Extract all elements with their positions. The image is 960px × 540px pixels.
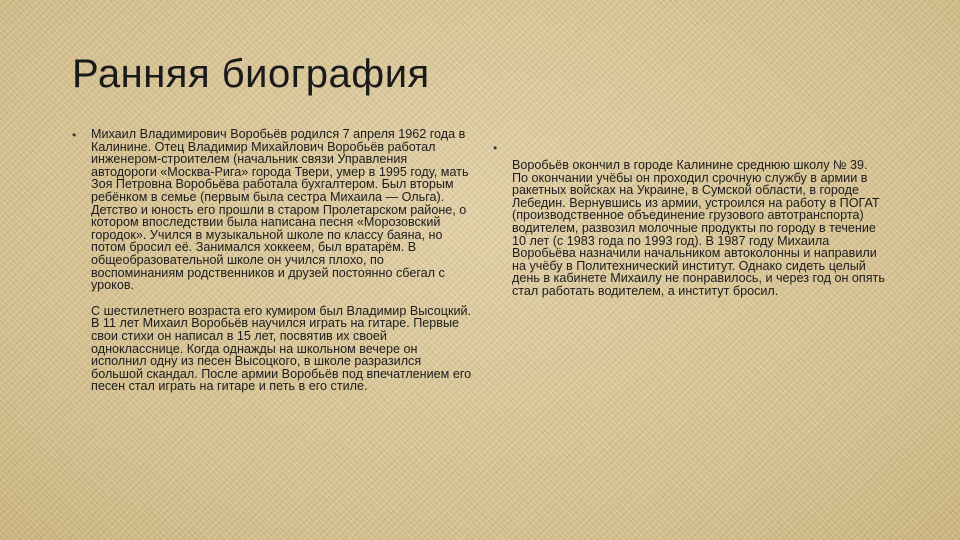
bullet-icon: • bbox=[72, 128, 77, 142]
bullet-icon: • bbox=[493, 141, 498, 155]
bullet-spacer bbox=[493, 128, 885, 159]
slide-title: Ранняя биография bbox=[72, 52, 430, 96]
right-paragraph-1: Воробьёв окончил в городе Калинине среднюю школу № 39. По окончании учёбы он проходил срочную службу в армии в ракетных войсках на Украине, в Сумской области, в городе Лебедин. Вернувшись из армии, устроился на работу в ПОГАТ (производственное объединение грузового автотранспорта) водителем, развозил молочные продукты по городу в течение 10 лет (с 1983 года по 1993 год). В 1987 году Михаила Воробьёва назначили начальником автоколонны и направили на учёбу в Политехнический институт. Однако сидеть целый день в кабинете Михаилу не понравилось, и через год он опять стал работать водителем, а институт бросил. bbox=[512, 158, 885, 298]
left-paragraph-2: С шестилетнего возраста его кумиром был Владимир Высоцкий. В 11 лет Михаил Воробьёв научился играть на гитаре. Первые свои стихи он написал в 15 лет, посвятив их своей однокласснице. Когда однажды на школьном вечере он исполнил одну из песен Высоцкого, в школе разразился большой скандал. После армии Воробьёв под впечатлением его песен стал играть на гитаре и петь в его стиле. bbox=[91, 303, 472, 394]
right-column bbox=[493, 128, 885, 298]
left-column bbox=[72, 128, 474, 393]
left-paragraph-1: Михаил Владимирович Воробьёв родился 7 апреля 1962 года в Калинине. Отец Владимир Михайлович Воробьёв работал инженером-строителем (начальник связи Управления автодороги «Москва-Рига» города Твери, умер в 1995 году, мать Зоя Петровна Воробьёва работала бухгалтером. Был вторым ребёнком в семье (первым была сестра Михаила — Ольга). Детство и юность его прошли в старом Пролетарском районе, о котором впоследствии была написана песня «Морозовский городок». Учился в музыкальной школе по классу баяна, но потом бросил её. Занимался хоккеем, был вратарём. В общеобразовательной школе он учился плохо, по воспоминаниям родственников и друзей постоянно сбегал с уроков. bbox=[91, 127, 469, 293]
